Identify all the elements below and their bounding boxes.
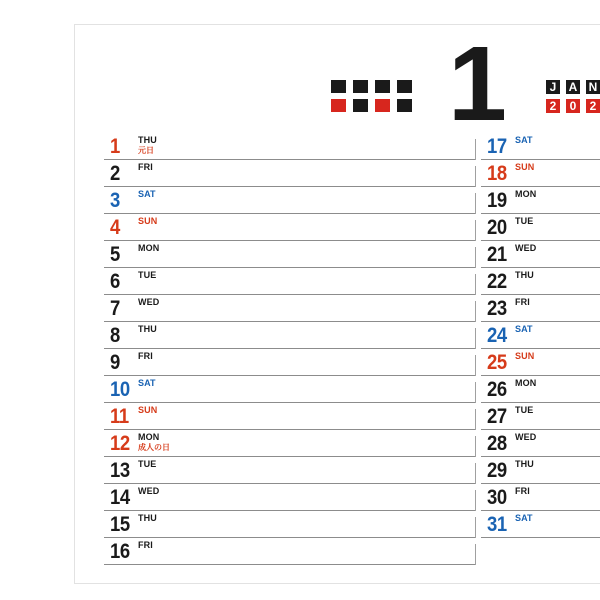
day-of-week: TUE bbox=[515, 405, 534, 415]
day-of-week: TUE bbox=[138, 459, 157, 469]
day-number: 21 bbox=[487, 243, 507, 266]
day-number: 10 bbox=[110, 378, 130, 401]
row-divider bbox=[475, 490, 476, 511]
day-number: 11 bbox=[110, 405, 129, 428]
square-top-1 bbox=[331, 80, 346, 93]
day-of-week: TUE bbox=[515, 216, 534, 226]
day-of-week: SAT bbox=[138, 378, 156, 388]
day-row bbox=[481, 484, 600, 511]
row-rule bbox=[104, 564, 476, 565]
year-digit-tile: 0 bbox=[566, 99, 580, 113]
square-bottom-3 bbox=[375, 99, 390, 112]
day-of-week: WED bbox=[138, 297, 160, 307]
row-divider bbox=[475, 139, 476, 160]
day-row bbox=[481, 160, 600, 187]
row-divider bbox=[475, 436, 476, 457]
day-number: 1 bbox=[110, 135, 120, 158]
row-divider bbox=[475, 220, 476, 241]
row-divider bbox=[475, 193, 476, 214]
day-number: 26 bbox=[487, 378, 507, 401]
day-of-week: SAT bbox=[515, 324, 533, 334]
row-divider bbox=[475, 328, 476, 349]
day-row bbox=[104, 511, 476, 538]
month-letter-tile: J bbox=[546, 80, 560, 94]
day-of-week: MON bbox=[515, 189, 537, 199]
day-row bbox=[481, 403, 600, 430]
day-of-week: FRI bbox=[138, 162, 153, 172]
day-number: 13 bbox=[110, 459, 130, 482]
day-row bbox=[481, 430, 600, 457]
day-of-week: THU bbox=[138, 513, 157, 523]
day-of-week: THU bbox=[515, 459, 534, 469]
day-row bbox=[481, 457, 600, 484]
day-of-week: SAT bbox=[515, 513, 533, 523]
day-number: 30 bbox=[487, 486, 507, 509]
row-divider bbox=[475, 166, 476, 187]
day-number: 8 bbox=[110, 324, 120, 347]
row-divider bbox=[475, 355, 476, 376]
row-divider bbox=[475, 409, 476, 430]
day-of-week: SAT bbox=[138, 189, 156, 199]
day-row bbox=[104, 457, 476, 484]
row-divider bbox=[475, 517, 476, 538]
day-number: 5 bbox=[110, 243, 120, 266]
square-bottom-2 bbox=[353, 99, 368, 112]
day-row bbox=[481, 349, 600, 376]
day-number: 2 bbox=[110, 162, 120, 185]
day-row bbox=[104, 295, 476, 322]
holiday-name: 成人の日 bbox=[138, 443, 170, 452]
day-number: 31 bbox=[487, 513, 507, 536]
square-bottom-1 bbox=[331, 99, 346, 112]
day-row bbox=[104, 268, 476, 295]
day-number: 3 bbox=[110, 189, 120, 212]
day-row bbox=[481, 511, 600, 538]
day-number: 20 bbox=[487, 216, 507, 239]
square-top-2 bbox=[353, 80, 368, 93]
row-rule bbox=[481, 537, 600, 538]
day-row bbox=[104, 349, 476, 376]
day-of-week: WED bbox=[138, 486, 160, 496]
day-number: 18 bbox=[487, 162, 507, 185]
day-row bbox=[104, 241, 476, 268]
year-digit-tile: 2 bbox=[586, 99, 600, 113]
day-of-week: FRI bbox=[515, 297, 530, 307]
day-row bbox=[481, 268, 600, 295]
day-number: 15 bbox=[110, 513, 130, 536]
day-of-week: SUN bbox=[515, 351, 535, 361]
square-top-3 bbox=[375, 80, 390, 93]
day-row bbox=[104, 214, 476, 241]
day-of-week: FRI bbox=[138, 351, 153, 361]
square-bottom-4 bbox=[397, 99, 412, 112]
day-of-week: FRI bbox=[515, 486, 530, 496]
holiday-name: 元日 bbox=[138, 146, 154, 155]
day-row bbox=[104, 160, 476, 187]
month-letter-tile: A bbox=[566, 80, 580, 94]
row-divider bbox=[475, 274, 476, 295]
decorative-squares bbox=[331, 80, 413, 113]
day-number: 25 bbox=[487, 351, 507, 374]
day-number: 6 bbox=[110, 270, 120, 293]
day-of-week: MON bbox=[515, 378, 537, 388]
day-row bbox=[104, 133, 476, 160]
day-row bbox=[104, 322, 476, 349]
day-row bbox=[481, 241, 600, 268]
day-number: 17 bbox=[487, 135, 507, 158]
day-row bbox=[104, 376, 476, 403]
day-number: 23 bbox=[487, 297, 507, 320]
day-of-week: THU bbox=[515, 270, 534, 280]
month-number: 1 bbox=[448, 25, 501, 143]
day-of-week: SUN bbox=[138, 216, 158, 226]
day-row bbox=[104, 403, 476, 430]
row-divider bbox=[475, 382, 476, 403]
day-row bbox=[481, 376, 600, 403]
row-divider bbox=[475, 301, 476, 322]
square-top-4 bbox=[397, 80, 412, 93]
day-number: 19 bbox=[487, 189, 507, 212]
day-row bbox=[481, 187, 600, 214]
day-row bbox=[481, 295, 600, 322]
day-of-week: TUE bbox=[138, 270, 157, 280]
day-number: 27 bbox=[487, 405, 507, 428]
row-divider bbox=[475, 247, 476, 268]
day-row bbox=[104, 430, 476, 457]
day-of-week: SAT bbox=[515, 135, 533, 145]
day-number: 29 bbox=[487, 459, 507, 482]
day-of-week: MON bbox=[138, 432, 160, 442]
day-number: 4 bbox=[110, 216, 120, 239]
day-row bbox=[481, 322, 600, 349]
day-row bbox=[104, 484, 476, 511]
day-number: 9 bbox=[110, 351, 120, 374]
day-of-week: THU bbox=[138, 324, 157, 334]
day-number: 16 bbox=[110, 540, 130, 563]
day-of-week: WED bbox=[515, 243, 537, 253]
row-divider bbox=[475, 463, 476, 484]
day-of-week: THU bbox=[138, 135, 157, 145]
day-of-week: SUN bbox=[138, 405, 158, 415]
day-number: 7 bbox=[110, 297, 120, 320]
day-row bbox=[104, 187, 476, 214]
year-digit-tile: 2 bbox=[546, 99, 560, 113]
day-of-week: SUN bbox=[515, 162, 535, 172]
day-number: 14 bbox=[110, 486, 130, 509]
day-number: 22 bbox=[487, 270, 507, 293]
row-divider bbox=[475, 544, 476, 565]
day-of-week: WED bbox=[515, 432, 537, 442]
day-row bbox=[481, 133, 600, 160]
day-number: 12 bbox=[110, 432, 130, 455]
month-letter-tile: N bbox=[586, 80, 600, 94]
day-of-week: MON bbox=[138, 243, 160, 253]
day-row bbox=[104, 538, 476, 565]
day-of-week: FRI bbox=[138, 540, 153, 550]
day-number: 28 bbox=[487, 432, 507, 455]
day-number: 24 bbox=[487, 324, 507, 347]
day-row bbox=[481, 214, 600, 241]
